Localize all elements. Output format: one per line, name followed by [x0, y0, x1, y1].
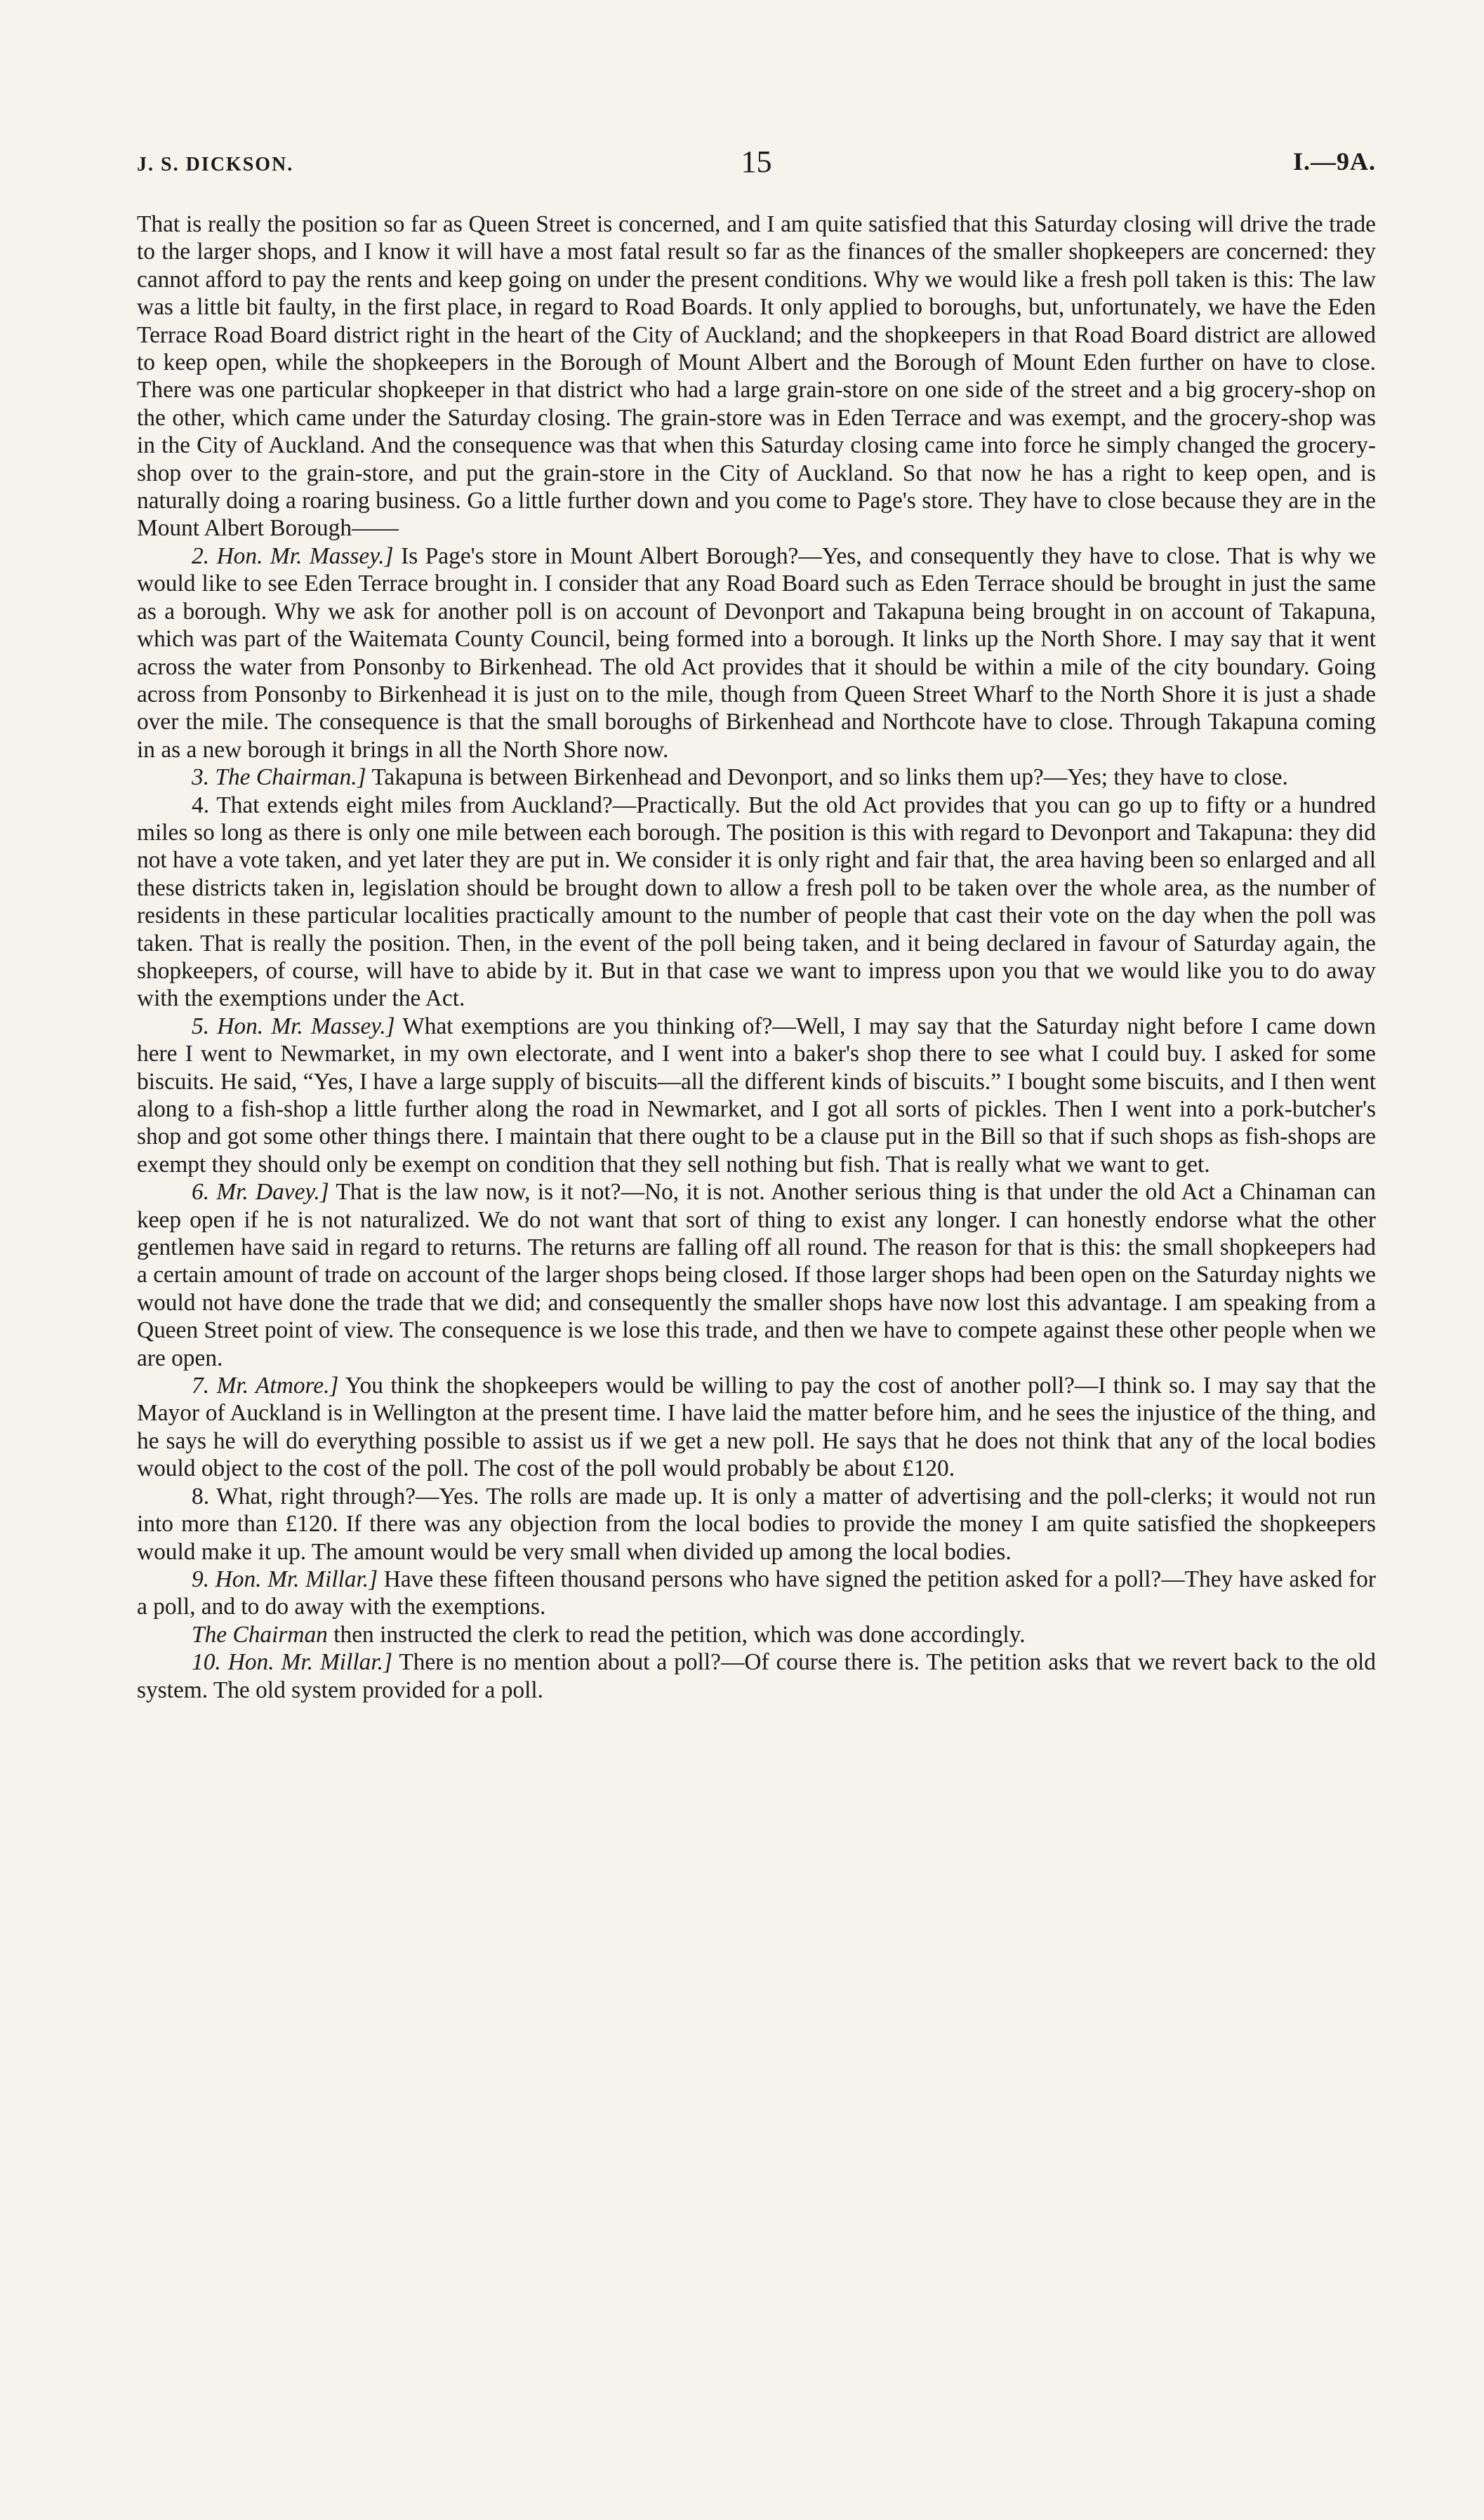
- paragraph-text: Takapuna is between Birkenhead and Devonport, and so links them up?—Yes; they have to close.: [371, 764, 1288, 791]
- speaker-label: 5. Hon. Mr. Massey.]: [192, 1013, 395, 1039]
- question-number: 4.: [192, 792, 210, 818]
- speaker-label: 6. Mr. Davey.]: [192, 1179, 329, 1206]
- paragraph-5: [137, 1013, 1376, 1178]
- paragraph-2: [137, 542, 1376, 764]
- paper-reference: I.—9A.: [1292, 147, 1376, 175]
- paragraph-text: Is Page's store in Mount Albert Borough?—Yes, and consequently they have to close. That is why we would like to see Eden Terrace brought in. I consider that any Road Board such as Eden Terrace should be brought in just the same as a borough. Why we ask for another poll is on account of Devonport and Takapuna being brought in on account of Takapuna, which was part of the Waitemata County Council, being formed into a borough. It links up the North Shore. I may say that it went across the water from Ponsonby to Birkenhead. The old Act provides that it should be within a mile of the city boundary. Going across from Ponsonby to Birkenhead it is just on to the mile, though from Queen Street Wharf to the North Shore it is just a shade over the mile. The consequence is that the small boroughs of Birkenhead and Northcote have to close. Through Takapuna coming in as a new borough it brings in all the North Shore now.: [137, 542, 1376, 763]
- speaker-label: 10. Hon. Mr. Millar.]: [192, 1649, 392, 1676]
- speaker-label: The Chairman: [192, 1621, 328, 1648]
- paragraph-text: That is the law now, is it not?—No, it is not. Another serious thing is that under the old Act a Chinaman can keep open if he is not naturalized. We do not want that sort of thing to exist any longer. I can honestly endorse what the other gentlemen have said in regard to returns. The returns are falling off all round. The reason for that is this: the small shopkeepers had a certain amount of trade on account of the larger shops being closed. If those larger shops had been open on the Saturday nights we would not have done the trade that we did; and consequently the smaller shops have now lost this advantage. I am speaking from a Queen Street point of view. The consequence is we lose this trade, and then we have to compete against these other people when we are open.: [137, 1179, 1377, 1371]
- testimony-body: [137, 211, 1376, 1704]
- paragraph-8: [137, 1483, 1376, 1566]
- question-number: 8.: [192, 1483, 210, 1509]
- paragraph-text: There is no mention about a poll?—Of course there is. The petition asks that we revert back to the old system. The old system provided for a poll.: [137, 1649, 1376, 1703]
- speaker-label: 7. Mr. Atmore.]: [192, 1373, 339, 1399]
- paragraph-text: That is really the position so far as Queen Street is concerned, and I am quite satisfied that this Saturday closing will drive the trade to the larger shops, and I know it will have a most fatal result so far as the finances of the smaller shopkeepers are concerned: they cannot afford to pay the rents and keep going on under the present conditions. Why we would like a fresh poll taken is this: The law was a little bit faulty, in the first place, in regard to Road Boards. It only applied to boroughs, but, unfortunately, we have the Eden Terrace Road Board district right in the heart of the City of Auckland; and the shopkeepers in that Road Board district are allowed to keep open, while the shopkeepers in the Borough of Mount Albert and the Borough of Mount Eden further on have to close. There was one particular shopkeeper in that district who had a large grain-store on one side of the street and a big grocery-shop on the other, which came under the Saturday closing. The grain-store was in Eden Terrace and was exempt, and the grocery-shop was in the City of Auckland. And the consequence was that when this Saturday closing came into force he simply changed the grocery-shop over to the grain-store, and put the grain-store in the City of Auckland. So that now he has a right to keep open, and is naturally doing a roaring business. Go a little further down and you come to Page's store. They have to close because they are in the Mount Albert Borough——: [137, 211, 1376, 542]
- paragraph-text: You think the shopkeepers would be willing to pay the cost of another poll?—I think so. I may say that the Mayor of Auckland is in Wellington at the present time. I have laid the matter before him, and he sees the injustice of the thing, and he says he will do everything possible to assist us if we get a new poll. He says that he does not think that any of the local bodies would object to the cost of the poll. The cost of the poll would probably be about £120.: [137, 1373, 1376, 1482]
- paragraph-9: [137, 1566, 1376, 1621]
- speaker-label: 2. Hon. Mr. Massey.]: [192, 542, 394, 569]
- paragraph-text: What exemptions are you thinking of?—Well, I may say that the Saturday night before I came down here I went to Newmarket, in my own electorate, and I went into a baker's shop there to see what I could buy. I asked for some biscuits. He said, “Yes, I have a large supply of biscuits—all the different kinds of biscuits.” I bought some biscuits, and I then went along to a fish-shop a little further along the road in Newmarket, and I got all sorts of pickles. Then I went into a pork-butcher's shop and got some other things there. I maintain that there ought to be a clause put in the Bill so that if such shops as fish-shops are exempt they should only be exempt on condition that they sell nothing but fish. That is really what we want to get.: [137, 1013, 1377, 1178]
- page-number: 15: [741, 145, 772, 179]
- paragraph-1: [137, 211, 1376, 542]
- paragraph-text: then instructed the clerk to read the petition, which was done accordingly.: [333, 1621, 1026, 1648]
- paragraph-11: [137, 1648, 1376, 1704]
- page-header: [137, 144, 1376, 186]
- paragraph-10: [137, 1621, 1376, 1648]
- paragraph-7: [137, 1372, 1376, 1483]
- paragraph-6: [137, 1178, 1376, 1372]
- paragraph-text: That extends eight miles from Auckland?—Practically. But the old Act provides that you can go up to fifty or a hundred miles so long as there is only one mile between each borough. The position is this with regard to Devonport and Takapuna: they did not have a vote taken, and yet later they are put in. We consider it is only right and fair that, the area having been so enlarged and all these districts taken in, legislation should be brought down to allow a fresh poll to be taken over the whole area, as the number of residents in these particular localities practically amount to the number of people that cast their vote on the day when the poll was taken. That is really the position. Then, in the event of the poll being taken, and it being declared in favour of Saturday again, the shopkeepers, of course, will have to abide by it. But in that case we want to impress upon you that we would like you to do away with the exemptions under the Act.: [137, 792, 1376, 1012]
- paragraph-text: What, right through?—Yes. The rolls are made up. It is only a matter of advertising and the poll-clerks; it would not run into more than £120. If there was any objection from the local bodies to provide the money I am quite satisfied the shopkeepers would make it up. The amount would be very small when divided up among the local bodies.: [137, 1483, 1376, 1565]
- speaker-label: 3. The Chairman.]: [192, 764, 366, 791]
- paragraph-3: [137, 764, 1376, 791]
- header-witness-name: J. S. DICKSON.: [137, 154, 294, 175]
- speaker-label: 9. Hon. Mr. Millar.]: [192, 1566, 378, 1592]
- paragraph-4: [137, 792, 1376, 1013]
- paragraph-text: Have these fifteen thousand persons who have signed the petition asked for a poll?—They have asked for a poll, and to do away with the exemptions.: [137, 1566, 1376, 1620]
